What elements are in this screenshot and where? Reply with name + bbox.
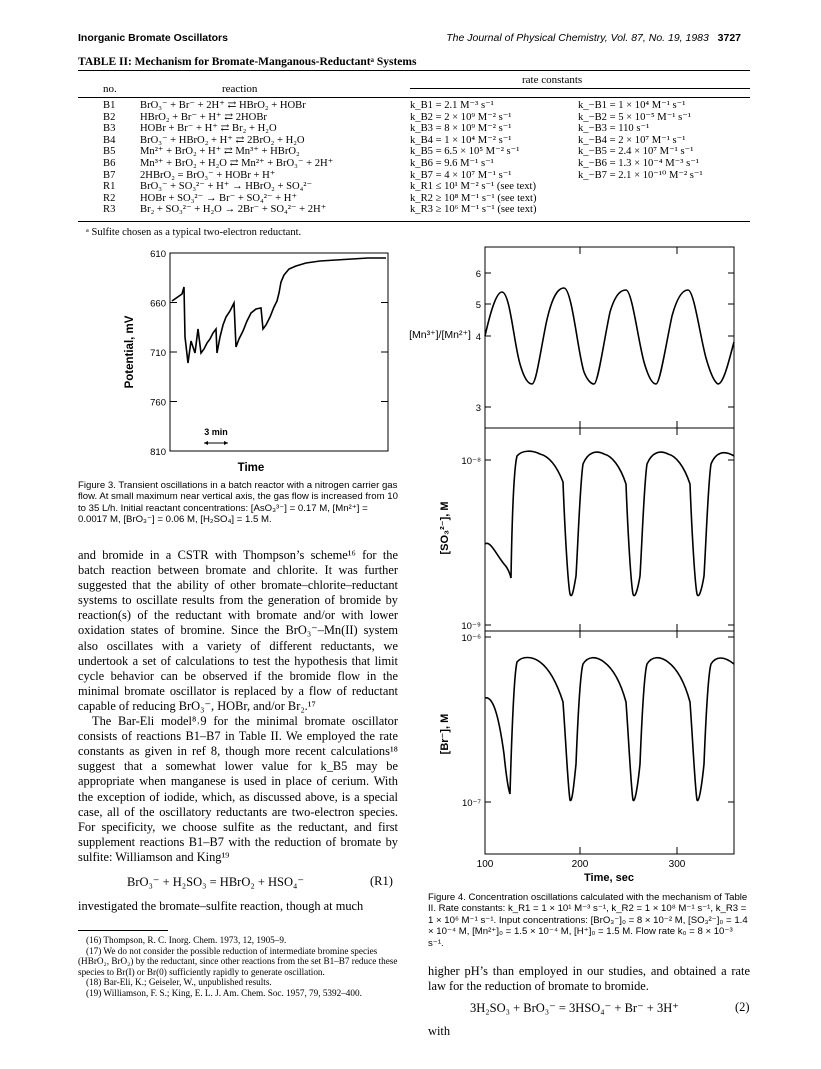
- figure-4-panel3-y-label: [Br⁻], M: [439, 713, 451, 755]
- paragraph: and bromide in a CSTR with Thompson’s scheme¹⁶ for the batch reaction between bromate and chlorite. It was further suggested that the ability of other bromate–chlorite–reductant systems to oscillate results from the generation of bromide by reaction(s) of the reductant with bromate and/or with lower oxidation states of bromine. Since the BrO₃⁻–Mn(II) system also oscillates with a variety of different reductants, we undertook a set of calculations to test the hypothesis that limit cycle behavior can be observed if the bromide flow in the minimal bromate oscillator is replaced by a flow of reductant capable of reducing BrO₃⁻, HOBr, and/or Br₂.¹⁷: [78, 548, 398, 713]
- figure-4-panel1-tick-label: 5: [475, 300, 481, 311]
- figure-3-y-tick-label: 660: [150, 298, 166, 310]
- figure-4-panel1-tick-label: 4: [475, 332, 481, 343]
- row-reverse-rate: k_−B7 = 2.1 × 10⁻¹⁰ M⁻² s⁻¹: [578, 169, 703, 181]
- figure-3-caption: Figure 3. Transient oscillations in a batch reactor with a nitrogen carrier gas flow. At small maximum near vertical axis, the gas flow is increased from 10 to 35 L/h. Initial reactant concentrations: [AsO₃³⁻] = 0.17 M, [Mn²⁺] = 0.0017 M, [BrO₃⁻] = 0.06 M, [H₂SO₄] = 1.5 M.: [78, 480, 398, 526]
- row-reverse-rate: k_−B5 = 2.4 × 10⁷ M⁻¹ s⁻¹: [578, 146, 694, 158]
- figure-4-panel2-y-label: [SO₃²⁻], M: [439, 501, 451, 555]
- figure-4-panel1-y-label: [Mn³⁺]/[Mn²⁺]: [409, 329, 471, 341]
- figure-4-x-tick-label: 300: [668, 859, 686, 870]
- paragraph: with: [428, 1024, 451, 1038]
- row-reaction: BrO₃⁻ + SO₃²⁻ + H⁺ → HBrO₂ + SO₄²⁻: [140, 181, 313, 193]
- row-number: B4: [103, 134, 116, 146]
- row-number: R3: [103, 204, 116, 216]
- row-number: B7: [103, 169, 116, 181]
- figure-3-y-tick-label: 710: [150, 348, 166, 359]
- running-header-right: [446, 32, 741, 44]
- row-number: B3: [103, 123, 116, 135]
- row-number: R1: [103, 181, 116, 193]
- references: [78, 935, 398, 999]
- paragraph: investigated the bromate–sulfite reaction, though at much: [78, 899, 364, 913]
- figure-4-panel2-tick-label: 10⁻⁸: [461, 456, 481, 467]
- row-forward-rate: k_R3 ≥ 10⁶ M⁻¹ s⁻¹ (see text): [410, 204, 537, 216]
- figure-4-frame: [485, 247, 734, 854]
- row-forward-rate: k_B4 = 1 × 10⁴ M⁻² s⁻¹: [410, 134, 512, 146]
- figure-4-x-tick-label: 100: [476, 859, 494, 870]
- row-forward-rate: k_B3 = 8 × 10⁹ M⁻² s⁻¹: [410, 123, 512, 135]
- row-reaction: BrO₃⁻ + HBrO₂ + H⁺ ⇄ 2BrO₂ + H₂O: [140, 134, 305, 146]
- figure-4-panel2-tick-label: 10⁻⁹: [461, 621, 481, 632]
- figure-4-x-tick-label: 200: [571, 859, 589, 870]
- equation-r1: BrO₃⁻ + H₂SO₃ = HBrO₂ + HSO₄⁻: [127, 875, 304, 889]
- row-reverse-rate: k_−B3 = 110 s⁻¹: [578, 123, 650, 135]
- figure-3-potential-trace: [172, 258, 386, 363]
- equation-2-label: (2): [735, 1000, 750, 1014]
- figure-3-y-tick-label: 810: [150, 447, 166, 458]
- figure-4-caption: Figure 4. Concentration oscillations calculated with the mechanism of Table II. Rate constants: k_R1 = 1 × 10¹ M⁻³ s⁻¹, k_R2 = 1 × 10⁸ M⁻¹ s⁻¹, k_R3 = 1 × 10⁶ M⁻¹ s⁻¹. Input concentrations: [BrO₃⁻]₀ = 8 × 10⁻² M, [SO₃²⁻]₀ = 1.4 × 10⁻⁴ M, [Mn²⁺]₀ = 1.5 × 10⁻⁴ M, [H⁺]₀ = 1.5 M. Flow rate k₀ = 8 × 10⁻³ s⁻¹.: [428, 892, 748, 949]
- table-title: TABLE II: Mechanism for Bromate-Manganous-Reductantᵃ Systems: [78, 56, 417, 68]
- row-forward-rate: k_B2 = 2 × 10⁹ M⁻² s⁻¹: [410, 111, 512, 123]
- footnote-rule: [78, 930, 168, 931]
- figure-3-y-label: Potential, mV: [124, 315, 136, 389]
- table-top-rule: [78, 70, 750, 71]
- row-forward-rate: k_R2 ≥ 10⁸ M⁻¹ s⁻¹ (see text): [410, 192, 537, 204]
- row-number: B1: [103, 100, 116, 111]
- table-header-no: no.: [103, 83, 117, 95]
- row-reaction: 2HBrO₂ = BrO₃⁻ + HOBr + H⁺: [140, 169, 276, 181]
- row-reverse-rate: k_−B4 = 2 × 10⁷ M⁻¹ s⁻¹: [578, 134, 686, 146]
- equation-r1-label: (R1): [370, 874, 393, 888]
- row-reverse-rate: k_−B6 = 1.3 × 10⁻⁴ M⁻³ s⁻¹: [578, 158, 699, 169]
- row-reaction: HOBr + Br⁻ + H⁺ ⇄ Br₂ + H₂O: [140, 123, 277, 135]
- row-number: B2: [103, 111, 116, 123]
- row-number: B5: [103, 146, 116, 158]
- journal-citation: The Journal of Physical Chemistry, Vol. 87, No. 19, 1983: [446, 32, 709, 44]
- table-header-reaction: reaction: [222, 83, 258, 95]
- figure-4-bromide-trace: [485, 658, 734, 801]
- figure-3-y-tick-label: 610: [150, 249, 166, 260]
- table-header-rate-constants: rate constants: [522, 74, 583, 86]
- row-number: B6: [103, 158, 116, 169]
- row-reaction: Mn³⁺ + BrO₂ + H₂O ⇄ Mn²⁺ + BrO₃⁻ + 2H⁺: [140, 158, 334, 169]
- figure-4-panel1-tick-label: 3: [475, 403, 481, 414]
- row-number: R2: [103, 192, 116, 204]
- table-subheader-rule: [410, 88, 750, 89]
- figure-3-chart: [100, 245, 400, 477]
- row-forward-rate: k_R1 ≤ 10¹ M⁻² s⁻¹ (see text): [410, 181, 536, 193]
- reference-item: (16) Thompson, R. C. Inorg. Chem. 1973, 12, 1905–9.: [86, 935, 287, 945]
- table-header-rule: [78, 97, 750, 98]
- paragraph: The Bar-Eli model⁸˒9 for the minimal bromate oscillator consists of reactions B1–B7 in Table II. We employed the rate constants as given in ref 8, though more recent calculations¹⁸ suggest that a somewhat lower value for k_B5 may be appropriate when manganese is used in place of cerium. With the exception of iodide, which, as discussed above, is a special case, all of the oscillatory reductants are two-electron species. For specificity, we choose sulfite as the reductant, and first supplement reactions B1–B7 with the reduction of bromate by sulfite: Williamson and King¹⁹: [78, 714, 398, 864]
- equation-2: 3H₂SO₃ + BrO₃⁻ = 3HSO₄⁻ + Br⁻ + 3H⁺: [470, 1001, 679, 1015]
- figure-4-panel3-tick-label: 10⁻⁶: [461, 633, 481, 644]
- figure-4-panel3-tick-label: 10⁻⁷: [461, 798, 481, 809]
- figure-4-mn-ratio-trace: [485, 288, 734, 384]
- row-reaction: Mn²⁺ + BrO₂ + H⁺ ⇄ Mn³⁺ + HBrO₂: [140, 146, 300, 158]
- row-forward-rate: k_B6 = 9.6 M⁻¹ s⁻¹: [410, 158, 494, 169]
- figure-3-y-tick-label: 760: [150, 397, 166, 409]
- row-reverse-rate: k_−B1 = 1 × 10⁴ M⁻¹ s⁻¹: [578, 100, 686, 111]
- paragraph: higher pH’s than employed in our studies, and obtained a rate law for the reduction of bromate to bromide.: [428, 964, 750, 994]
- running-header-left: Inorganic Bromate Oscillators: [78, 32, 228, 44]
- row-forward-rate: k_B1 = 2.1 M⁻³ s⁻¹: [410, 100, 494, 111]
- left-column-text: [78, 548, 398, 865]
- reference-item: (19) Williamson, F. S.; King, E. L. J. Am. Chem. Soc. 1957, 79, 5392–400.: [86, 987, 362, 998]
- row-reaction: HOBr + SO₃²⁻ → Br⁻ + SO₄²⁻ + H⁺: [140, 192, 298, 204]
- reference-item: (18) Bar-Eli, K.; Geiseler, W., unpublished results.: [86, 977, 272, 988]
- row-reaction: BrO₃⁻ + Br⁻ + 2H⁺ ⇄ HBrO₂ + HOBr: [140, 100, 306, 111]
- row-forward-rate: k_B7 = 4 × 10⁷ M⁻¹ s⁻¹: [410, 169, 512, 181]
- row-reverse-rate: k_−B2 = 5 × 10⁻⁵ M⁻¹ s⁻¹: [578, 111, 692, 123]
- table-footnote: ᵃ Sulfite chosen as a typical two-electron reductant.: [86, 227, 302, 238]
- figure-4-x-label: Time, sec: [584, 872, 634, 884]
- row-forward-rate: k_B5 = 6.5 × 10⁵ M⁻² s⁻¹: [410, 146, 520, 158]
- figure-4-chart: [409, 244, 750, 894]
- figure-4-panel1-tick-label: 6: [475, 269, 481, 280]
- row-reaction: Br₂ + SO₃²⁻ + H₂O → 2Br⁻ + SO₄²⁻ + 2H⁺: [140, 204, 327, 216]
- page-number: 3727: [717, 32, 741, 44]
- figure-3-scale-label: 3 min: [204, 427, 228, 437]
- figure-4-sulfite-trace: [485, 451, 734, 595]
- row-reaction: HBrO₂ + Br⁻ + H⁺ ⇄ 2HOBr: [140, 111, 267, 123]
- reference-item: (17) We do not consider the possible reduction of intermediate bromine species (HBrO₂, BrO₂) by the reductant, since other reactions from the set B1–B7 reduce these species to Br(I) or Br(0) sufficiently rapidly to generate oscillation.: [78, 945, 398, 977]
- figure-3-x-label: Time: [237, 462, 265, 474]
- table-bottom-rule: [78, 221, 750, 222]
